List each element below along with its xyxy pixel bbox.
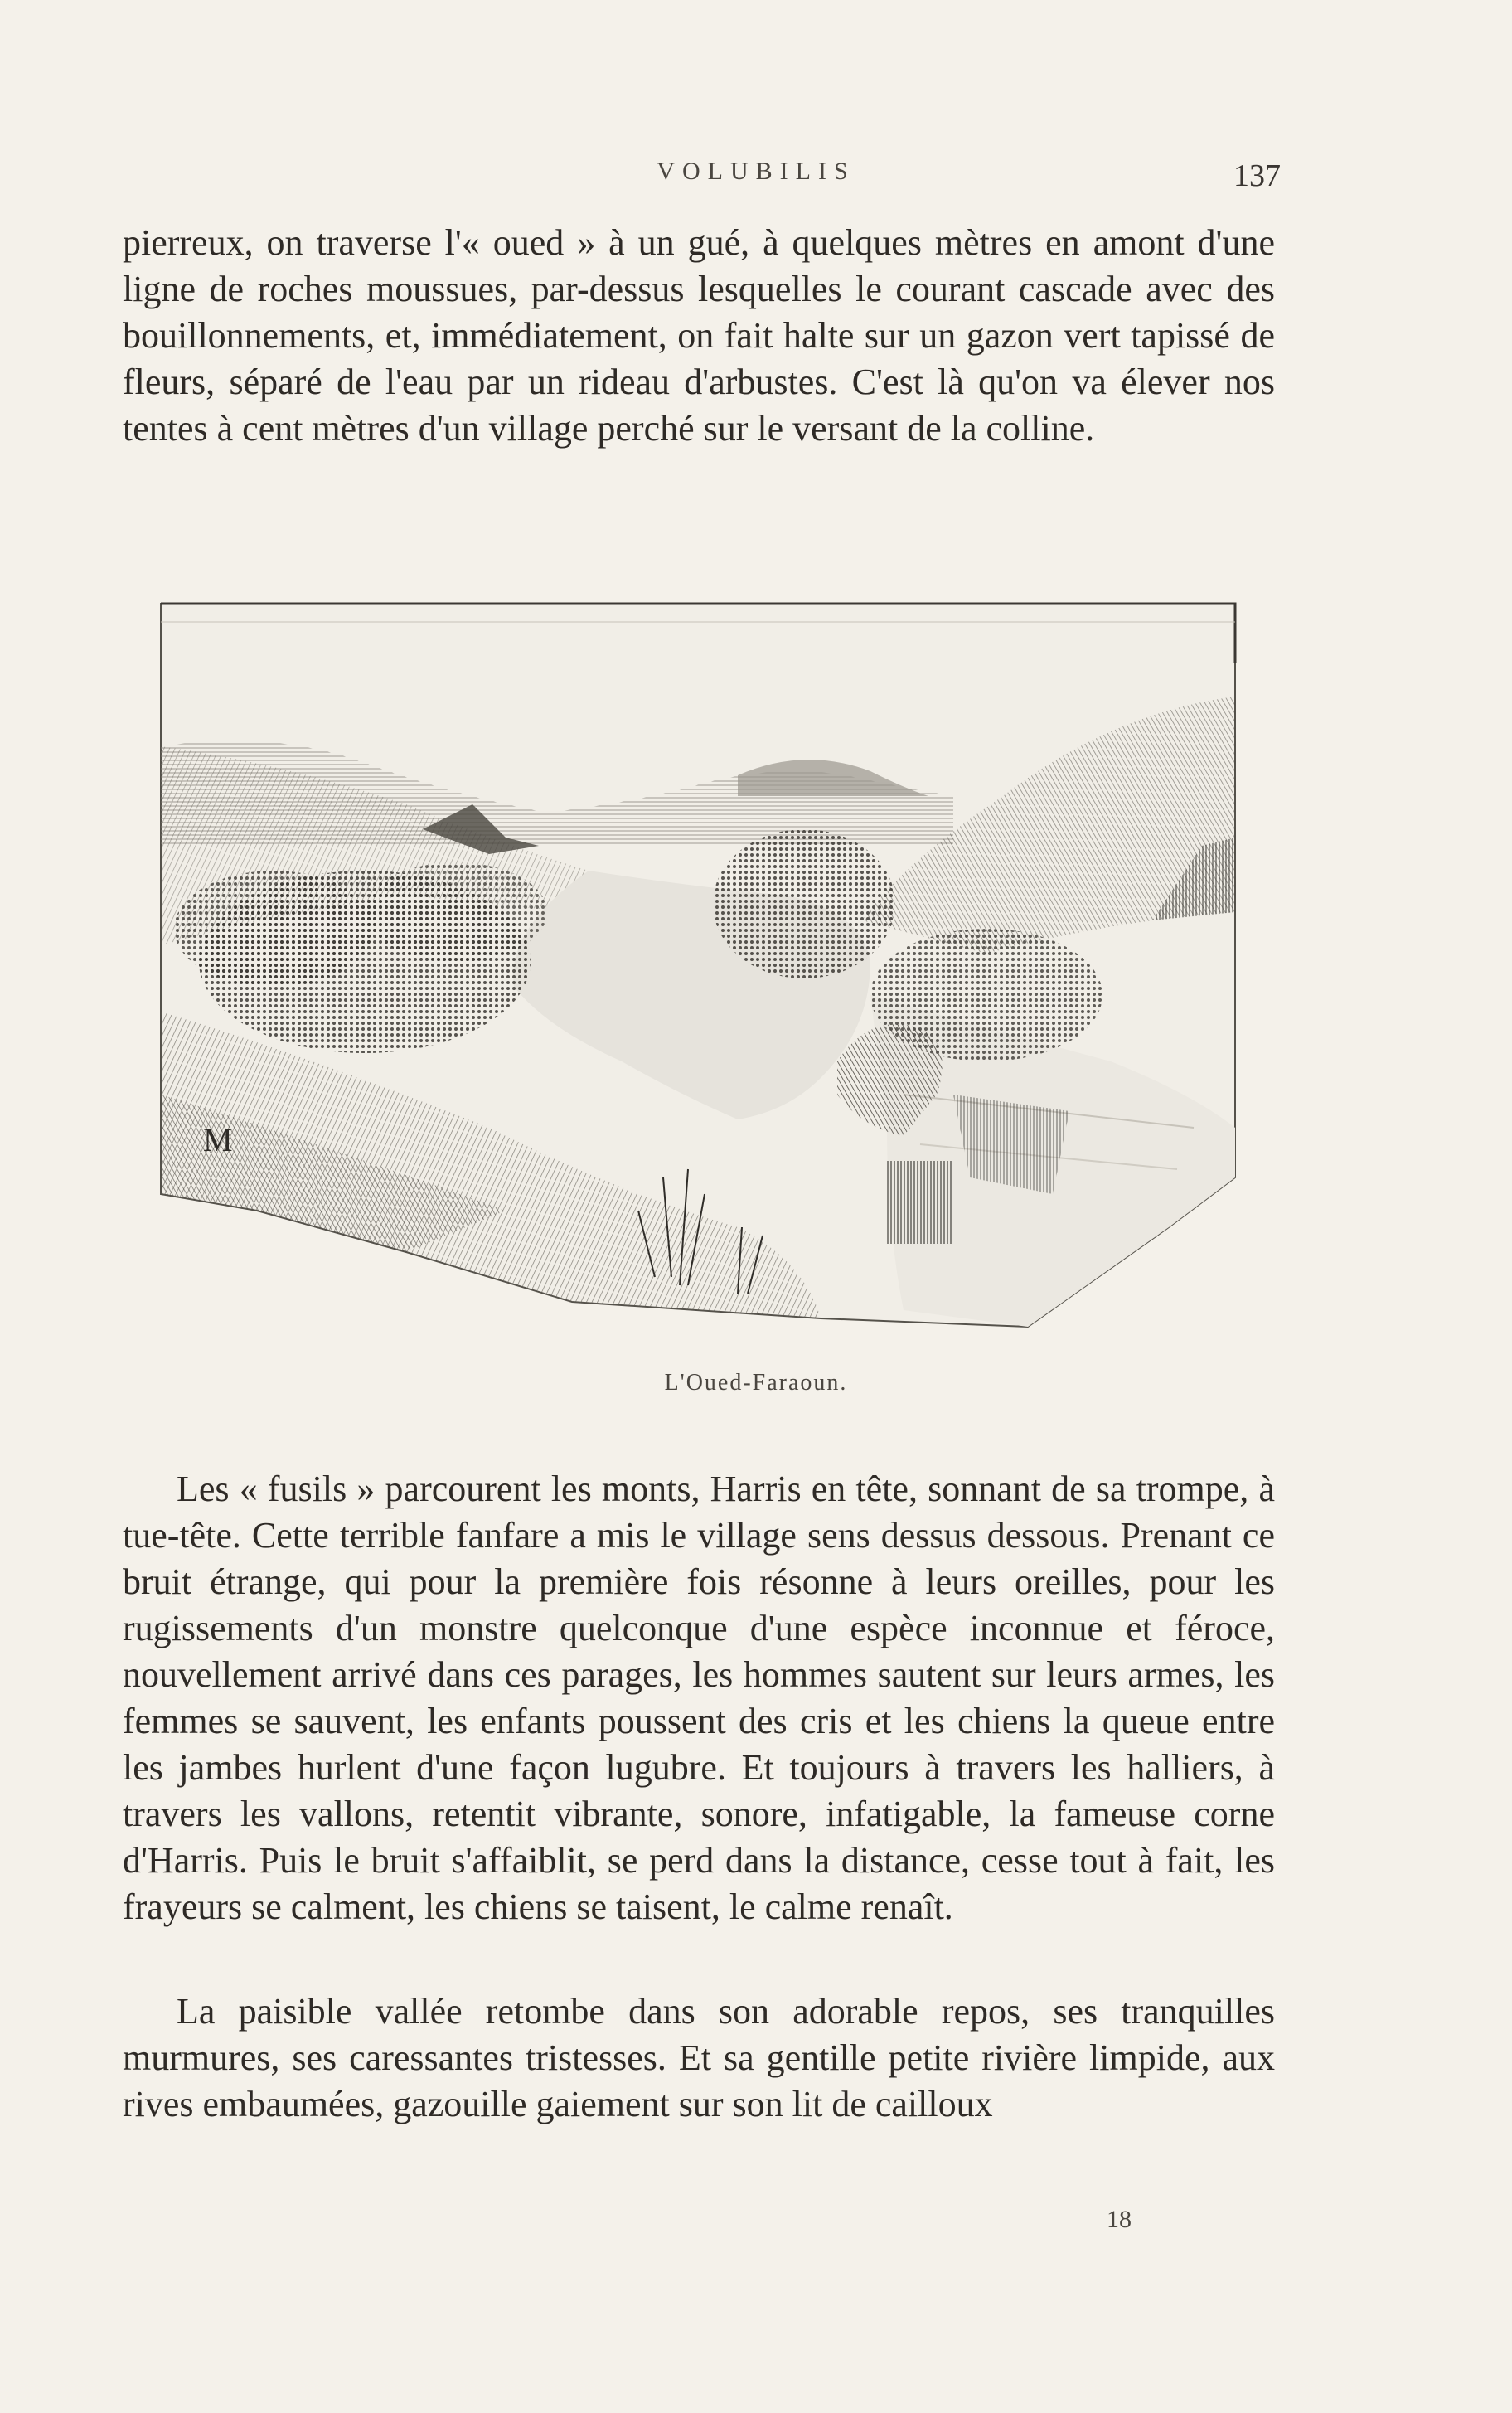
signature-mark: 18 xyxy=(1107,2206,1132,2233)
figure-caption: L'Oued-Faraoun. xyxy=(664,1370,848,1396)
svg-text:M: M xyxy=(203,1121,233,1158)
running-head-title: VOLUBILIS xyxy=(657,158,855,185)
paragraph-fusils: Les « fusils » parcourent les monts, Harris en tête, sonnant de sa trompe, à tue-tête. Cette terrible fanfare a mis le village sens dessus dessous. Prenant ce bruit étrange, qui pour la première fois résonne à leurs oreilles, pour les rugissements d'un monstre quelconque d'une espèce inconnue et féroce, nouvellement arrivé dans ces parages, les hommes sautent sur leurs armes, les femmes se sauvent, les enfants poussent des cris et les chiens la queue entre les jambes hurlent d'une façon lugubre. Et toujours à travers les halliers, à travers les vallons, retentit vibrante, sonore, infatigable, la fameuse corne d'Harris. Puis le bruit s'affaiblit, se perd dans la distance, cesse tout à fait, les frayeurs se calment, les chiens se taisent, le calme renaît. xyxy=(123,1469,1275,1927)
engraving-illustration xyxy=(158,597,1243,1343)
paragraph-vallee: La paisible vallée retombe dans son adorable repos, ses tranquilles murmures, ses caressantes tristesses. Et sa gentille petite rivière limpide, aux rives embaumées, gazouille gaiement sur son lit de cailloux xyxy=(123,1991,1275,2124)
paragraph-continuation: pierreux, on traverse l'« oued » à un gué, à quelques mètres en amont d'une ligne de roches moussues, par-dessus lesquelles le courant cascade avec des bouillonnements, et, immédiatement, on fait halte sur un gazon vert tapissé de fleurs, séparé de l'eau par un rideau d'arbustes. C'est là qu'on va élever nos tentes à cent mètres d'un village perché sur le versant de la colline. xyxy=(123,222,1275,449)
page-number: 137 xyxy=(1233,158,1281,193)
